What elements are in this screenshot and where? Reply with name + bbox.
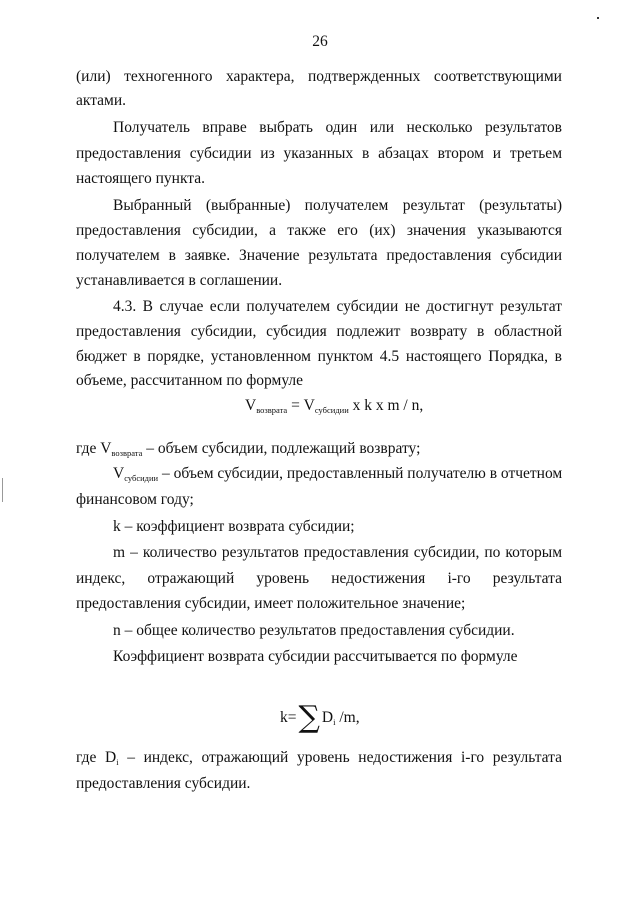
paragraph-line: [76, 68, 562, 86]
scan-edge-mark: [2, 478, 3, 502]
definition-m: m – количество результатов предоставления субсидии, по которым: [113, 544, 562, 561]
definition-k: k – коэффициент возврата субсидии;: [113, 518, 355, 535]
coefficient-intro: Коэффициент возврата субсидии рассчитывается по формуле: [113, 648, 518, 665]
word: недостижения: [331, 570, 426, 587]
paragraph-line: объеме, рассчитанном по формуле: [76, 372, 304, 389]
word: (или): [76, 68, 111, 85]
paragraph-line: предоставления субсидии из указанных в абзацах втором и третьем: [76, 145, 562, 162]
word: индекс,: [76, 570, 126, 587]
paragraph-line: предоставления субсидии, субсидия подлежит возврату в областной: [76, 323, 562, 340]
definition-n: n – общее количество результатов предоставления субсидии.: [113, 622, 515, 639]
paragraph-line: Выбранный (выбранные) получателем результат (результаты): [113, 197, 562, 214]
scan-speck: [597, 17, 599, 19]
word: результата: [492, 570, 562, 587]
word: отражающий: [147, 570, 235, 587]
sum-symbol: ∑: [298, 700, 320, 735]
paragraph-line: получателем в заявке. Значение результата предоставления субсидии: [76, 247, 562, 264]
paragraph-line: предоставления субсидии, имеет положительное значение;: [76, 595, 466, 612]
paragraph-line: 4.3. В случае если получателем субсидии не достигнут результат: [113, 298, 562, 315]
paragraph-line: Получатель вправе выбрать один или несколько результатов: [113, 119, 562, 136]
paragraph-line: предоставления субсидии, а также его (их) значения указываются: [76, 222, 562, 239]
word: подтвержденных: [308, 68, 421, 85]
word: характера,: [225, 68, 295, 85]
definition-v-return: где Vвозврата – объем субсидии, подлежащий возврату;: [76, 440, 421, 458]
word: соответствующими: [433, 68, 562, 85]
page-number: 26: [312, 33, 328, 50]
paragraph-line: устанавливается в соглашении.: [76, 272, 283, 289]
definition-d: где Di – индекс, отражающий уровень недостижения i-го результата: [76, 749, 562, 767]
return-formula: Vвозврата = Vсубсидии x k x m / n,: [245, 397, 424, 415]
paragraph-line: бюджет в порядке, установленном пунктом 4.5 настоящего Порядка, в: [76, 348, 562, 365]
coefficient-formula: k=∑ Di /m,: [280, 700, 360, 735]
word: i-го: [447, 570, 471, 587]
definition-v-subsidy: Vсубсидии – объем субсидии, предоставленный получателю в отчетном: [113, 465, 563, 483]
paragraph-line: финансовом году;: [76, 491, 194, 508]
word: уровень: [256, 570, 310, 587]
paragraph-line: актами.: [76, 92, 127, 109]
paragraph-line: предоставления субсидии.: [76, 775, 251, 792]
paragraph-line: настоящего пункта.: [76, 170, 206, 187]
word: техногенного: [124, 68, 213, 85]
paragraph-line: [76, 570, 562, 588]
